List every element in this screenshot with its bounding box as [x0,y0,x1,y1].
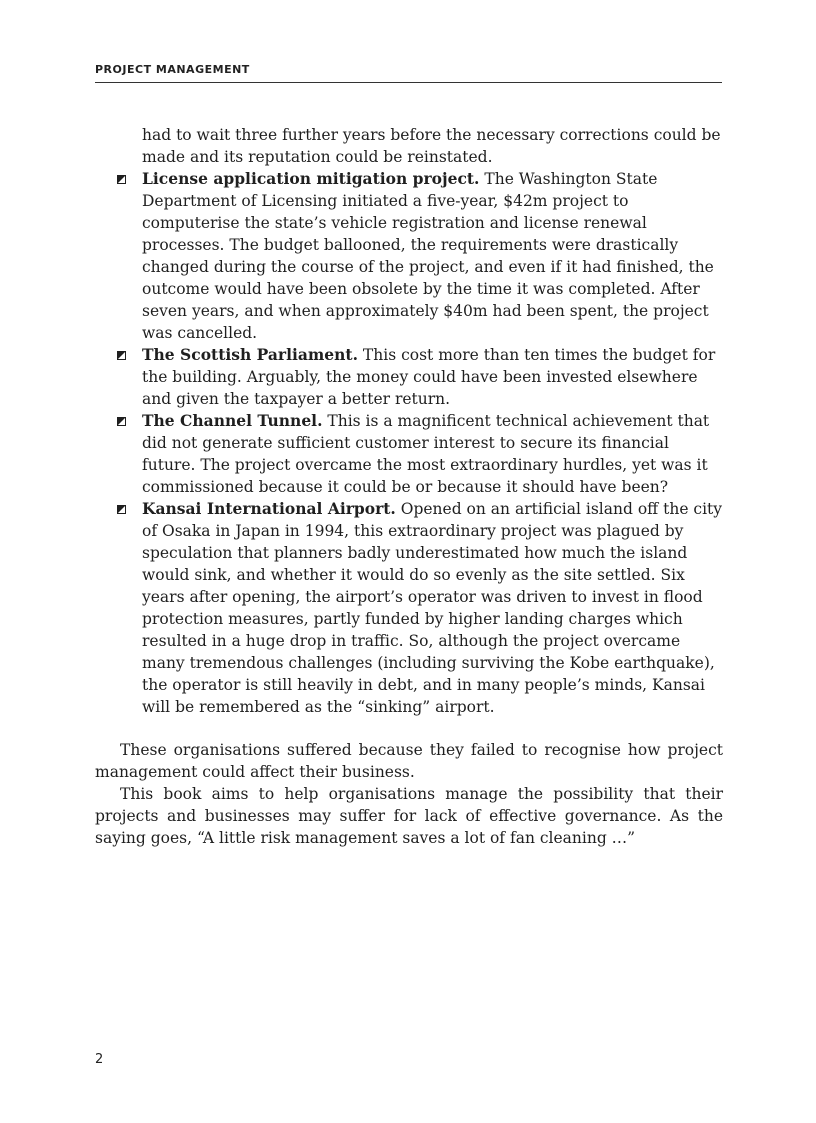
item-title: The Channel Tunnel. [142,411,323,430]
item-text: Opened on an artificial island off the city of Osaka in Japan in 1994, this extraordinary project was plagued by speculation that planners badly underestimated how much the island would sink, and whether it would do so evenly as the site settled. Six years after opening, the airport’s operator was driven to invest in flood protection measures, partly funded by higher landing charges which resulted in a huge drop in traffic. So, although the project overcame many tremendous challenges (including surviving the Kobe earthquake), the operator is still heavily in debt, and in many people’s minds, Kansai will be remembered as the “sinking” airport. [142,500,723,716]
item-title: The Scottish Parliament. [142,345,358,364]
body-paragraph: These organisations suffered because they failed to recognise how project management could affect their business. [95,741,723,781]
list-item [142,168,723,344]
body-paragraph: This book aims to help organisations manage the possibility that their projects and businesses may suffer for lack of effective governance. As the saying goes, “A little risk management saves a lot of fan cleaning …” [95,785,723,847]
square-bullet-icon [117,351,126,360]
list-item [142,410,723,498]
running-head: PROJECT MANAGEMENT [95,63,722,83]
bullet-list [95,168,723,718]
item-text: The Washington State Department of Licensing initiated a five-year, $42m project to computerise the state’s vehicle registration and license renewal processes. The budget ballooned, the requirements were drastically changed during the course of the project, and even if it had finished, the outcome would have been obsolete by the time it was completed. After seven years, and when approximately $40m had been spent, the project was cancelled. [142,170,714,342]
item-title: License application mitigation project. [142,169,480,188]
square-bullet-icon [117,417,126,426]
list-item [142,344,723,410]
continued-bullet-text: had to wait three further years before the necessary corrections could be made and its reputation could be reinstated. [142,126,721,166]
item-text: This cost more than ten times the budget for the building. Arguably, the money could have been invested elsewhere and given the taxpayer a better return. [142,346,716,408]
list-item [142,498,723,718]
item-title: Kansai International Airport. [142,499,396,518]
square-bullet-icon [117,175,126,184]
page-number: 2 [95,1052,104,1067]
page-body [95,124,723,849]
square-bullet-icon [117,505,126,514]
item-text: This is a magnificent technical achievement that did not generate sufficient customer interest to secure its financial future. The project overcame the most extraordinary hurdles, yet was it commissioned because it could be or because it should have been? [142,412,710,496]
